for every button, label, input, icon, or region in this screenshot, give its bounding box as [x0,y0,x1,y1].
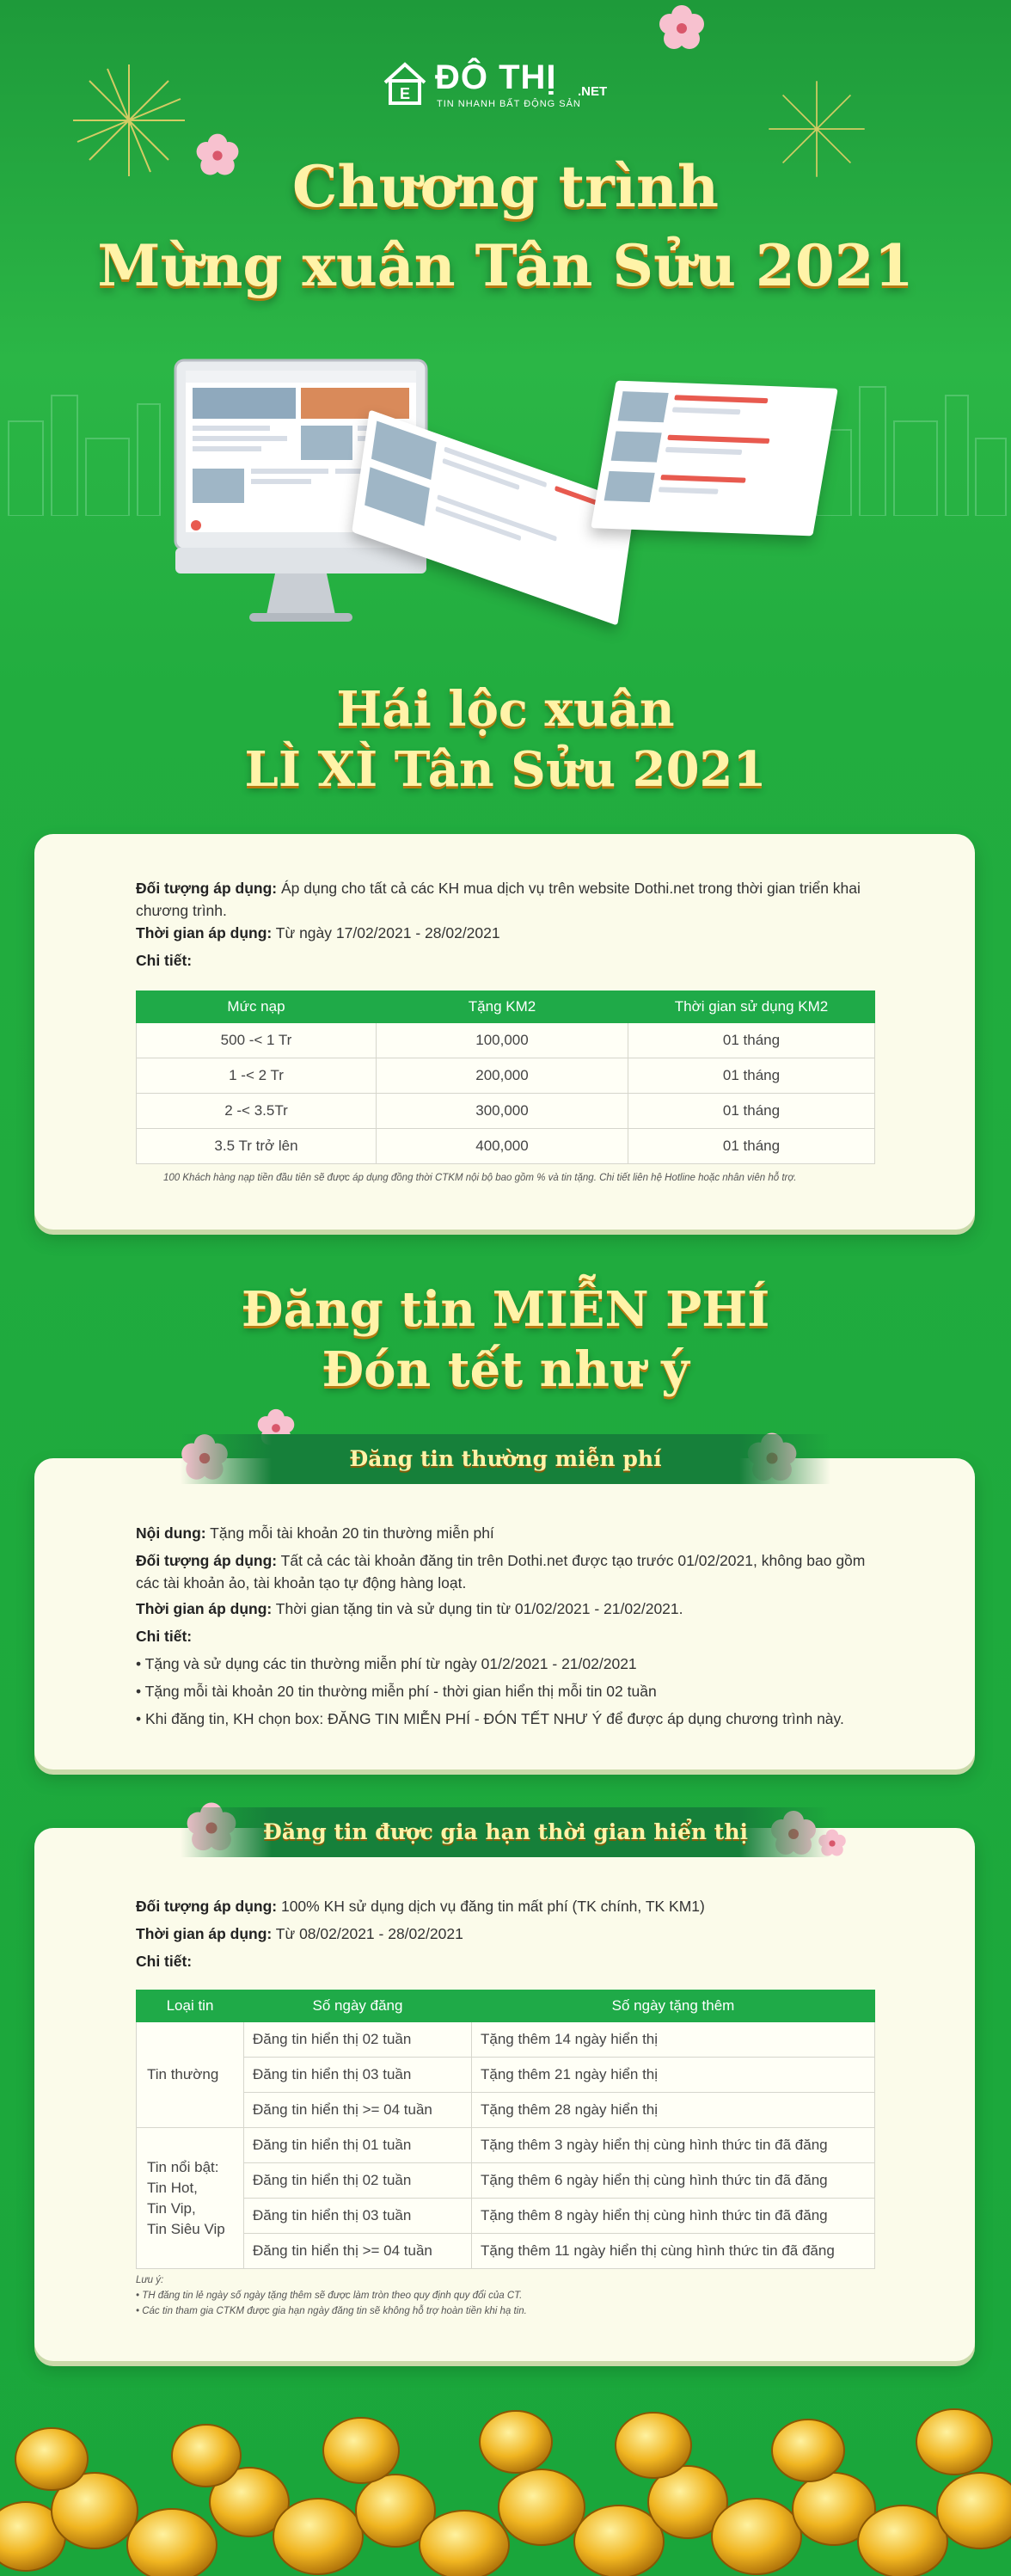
table-row: Tin thường Đăng tin hiển thị 02 tuần Tặng thêm 14 ngày hiển thị [137,2022,875,2058]
table-row: Đăng tin hiển thị 03 tuần Tặng thêm 8 ngày hiển thị cùng hình thức tin đã đăng [137,2199,875,2234]
table-header-row [137,1990,875,2022]
table-row: Tin nổi bật: Tin Hot, Tin Vip, Tin Siêu Vip Đăng tin hiển thị 01 tuần Tặng thêm 3 ngày hiển thị cùng hình thức tin đã đăng [137,2128,875,2163]
gold-coins-illustration [0,2407,1011,2576]
extension-table [136,1990,875,2269]
target-text: Áp dụng cho tất cả các KH mua dịch vụ trên website Dothi.net trong thời gian triển khai chương trình. [136,880,861,919]
mobile-screen-mockup [591,381,838,537]
section1-detail-label: Chi tiết: [136,952,193,969]
section3-note-title: Lưu ý: [136,2275,164,2285]
table-row: Đăng tin hiển thị >= 04 tuần Tặng thêm 11 ngày hiển thị cùng hình thức tin đã đăng [137,2234,875,2269]
col-header: Tặng KM2 [377,991,628,1023]
extension-ribbon: Đăng tin được gia hạn thời gian hiển thị [181,1807,830,1857]
time-label: Thời gian áp dụng: [136,924,273,941]
hero-title-line2: Mừng xuân Tân Sửu 2021 [97,232,914,299]
col-header: Thời gian sử dụng KM2 [628,991,875,1023]
table-row: 500 -< 1 Tr 100,000 01 tháng [137,1023,875,1058]
brand-name: ĐÔ THỊ [435,58,557,96]
section1-note: 100 Khách hàng nạp tiền đầu tiên sẽ được áp dụng đồng thời CTKM nội bộ bao gồm % và tin tặng. Chi tiết liên hệ Hotline hoặc nhân viên hỗ trợ. [163,1173,797,1183]
section2-content: Nội dung: Tặng mỗi tài khoản 20 tin thường miễn phí [136,1524,494,1542]
group-cell: Tin thường [137,2022,244,2128]
house-letter: E [399,85,411,102]
table-row: Đăng tin hiển thị 03 tuần Tặng thêm 21 ngày hiển thị [137,2058,875,2093]
col-header: Loại tin [137,1990,244,2022]
col-header: Số ngày đăng [244,1990,472,2022]
section1-target [136,877,875,922]
section3-time: Thời gian áp dụng: Từ 08/02/2021 - 28/02/2021 [136,1925,463,1942]
section1-title-line2: LÌ XÌ Tân Sửu 2021 [244,741,767,798]
section2-time: Thời gian áp dụng: Thời gian tặng tin và sử dụng tin từ 01/02/2021 - 21/02/2021. [136,1600,683,1617]
target-label: Đối tượng áp dụng: [136,880,278,897]
section3-note: • TH đăng tin lẻ ngày số ngày tặng thêm sẽ được làm tròn theo quy định quy đổi của CT. [136,2291,523,2301]
section2-title-line2: Đón tết như ý [322,1341,689,1398]
list-item: • Khi đăng tin, KH chọn box: ĐĂNG TIN MIỄN PHÍ - ĐÓN TẾT NHƯ Ý để được áp dụng chương trình này. [136,1710,844,1727]
lixi-table [136,991,875,1164]
group-cell: Tin nổi bật: Tin Hot, Tin Vip, Tin Siêu Vip [137,2128,244,2269]
table-row: Đăng tin hiển thị >= 04 tuần Tặng thêm 28 ngày hiển thị [137,2093,875,2128]
section2-detail-label: Chi tiết: [136,1628,193,1645]
section3-target: Đối tượng áp dụng: 100% KH sử dụng dịch vụ đăng tin mất phí (TK chính, TK KM1) [136,1898,705,1915]
brand-net: .NET [578,84,608,99]
house-logo-icon [382,60,428,107]
brand-tagline: TIN NHANH BẤT ĐỘNG SẢN [437,99,581,109]
table-row: 2 -< 3.5Tr 300,000 01 tháng [137,1094,875,1129]
time-text: Từ ngày 17/02/2021 - 28/02/2021 [272,924,500,941]
table-row: Đăng tin hiển thị 02 tuần Tặng thêm 6 ngày hiển thị cùng hình thức tin đã đăng [137,2163,875,2199]
section3-detail-label: Chi tiết: [136,1953,193,1970]
section1-time [136,922,875,944]
blossom-icon [653,0,710,57]
table-row: 3.5 Tr trở lên 400,000 01 tháng [137,1129,875,1164]
col-header: Mức nạp [137,991,377,1023]
dothi-logo[interactable] [382,58,640,113]
list-item: • Tặng và sử dụng các tin thường miễn phí từ ngày 01/2/2021 - 21/02/2021 [136,1655,637,1672]
section1-title-line1: Hái lộc xuân [336,681,675,738]
section2-target: Đối tượng áp dụng: Tất cả các tài khoản đăng tin trên Dothi.net được tạo trước 01/02/2021, không bao gồm các tài khoản ảo, tài khoản tạo tự động hàng loạt. [136,1552,866,1592]
col-header: Số ngày tặng thêm [472,1990,875,2022]
list-item: • Tặng mỗi tài khoản 20 tin thường miễn phí - thời gian hiển thị mỗi tin 02 tuần [136,1683,657,1700]
free-posting-ribbon: Đăng tin thường miễn phí [181,1434,830,1484]
section2-bullets [136,1653,875,1730]
section2-title-line1: Đăng tin MIỄN PHÍ [241,1281,770,1338]
section3-note: • Các tin tham gia CTKM được gia hạn ngày đăng tin sẽ không hỗ trợ hoàn tiền khi hạ tin. [136,2306,527,2316]
hero-title-line1: Chương trình [292,153,719,220]
table-header-row [137,991,875,1023]
table-row: 1 -< 2 Tr 200,000 01 tháng [137,1058,875,1094]
